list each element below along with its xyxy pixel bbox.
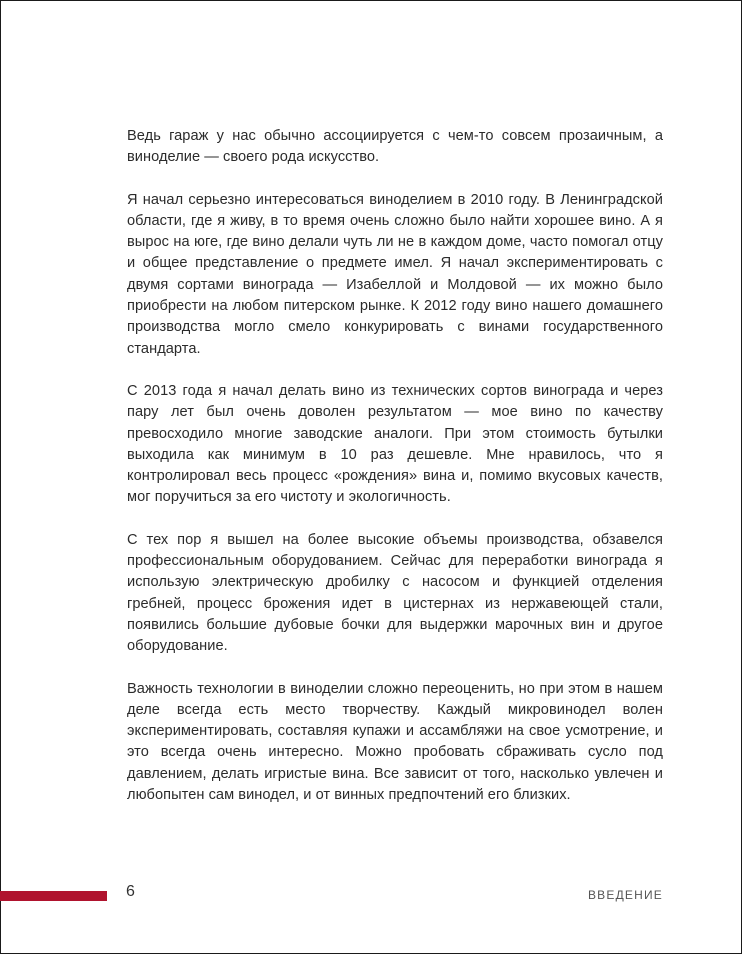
footer-accent-bar xyxy=(0,891,107,901)
paragraph-5: Важность технологии в виноделии сложно переоценить, но при этом в нашем деле всегда есть место творчеству. Каждый микровинодел волен экспериментировать, составляя купажи и ассамбляжи на свое усмотрение, и это всегда очень интересно. Можно пробовать сбраживать сусло под давлением, делать игристые вина. Все зависит от того, насколько увлечен и любопытен сам винодел, и от винных предпочтений его близких. xyxy=(127,680,663,804)
paragraph-4: С тех пор я вышел на более высокие объемы производства, обзавелся профессиональным оборудованием. Сейчас для переработки винограда я использую электрическую дробилку с насосом и функцией отделения гребней, процесс брожения идет в цистернах из нержавеющей стали, появились большие дубовые бочки для выдержки марочных вин и другое оборудование. xyxy=(127,531,663,655)
paragraph-3: С 2013 года я начал делать вино из технических сортов винограда и через пару лет был очень доволен результатом — мое вино по качеству превосходило многие заводские аналоги. При этом стоимость бутылки выходила как минимум в 10 раз дешевле. Мне нравилось, что я контролировал весь процесс «рождения» вина и, помимо вкусовых качеств, мог поручиться за его чистоту и экологичность. xyxy=(127,382,663,506)
paragraph-2: Я начал серьезно интересоваться виноделием в 2010 году. В Ленинградской области, где я живу, в то время очень сложно было найти хорошее вино. А я вырос на юге, где вино делали чуть ли не в каждом доме, часто помогал отцу и общее представление о предмете имел. Я начал экспериментировать с двумя сортами винограда — Изабеллой и Молдовой — их можно было приобрести на любом питерском рынке. К 2012 году вино нашего домашнего производства могло смело конкурировать с винами государственного стандарта. xyxy=(127,191,663,357)
body-text xyxy=(127,126,663,827)
section-title: ВВЕДЕНИЕ xyxy=(587,888,663,902)
page-number: 6 xyxy=(126,883,135,900)
paragraph-1: Ведь гараж у нас обычно ассоциируется с чем-то совсем прозаичным, а виноделие — своего рода искусство. xyxy=(127,128,663,166)
